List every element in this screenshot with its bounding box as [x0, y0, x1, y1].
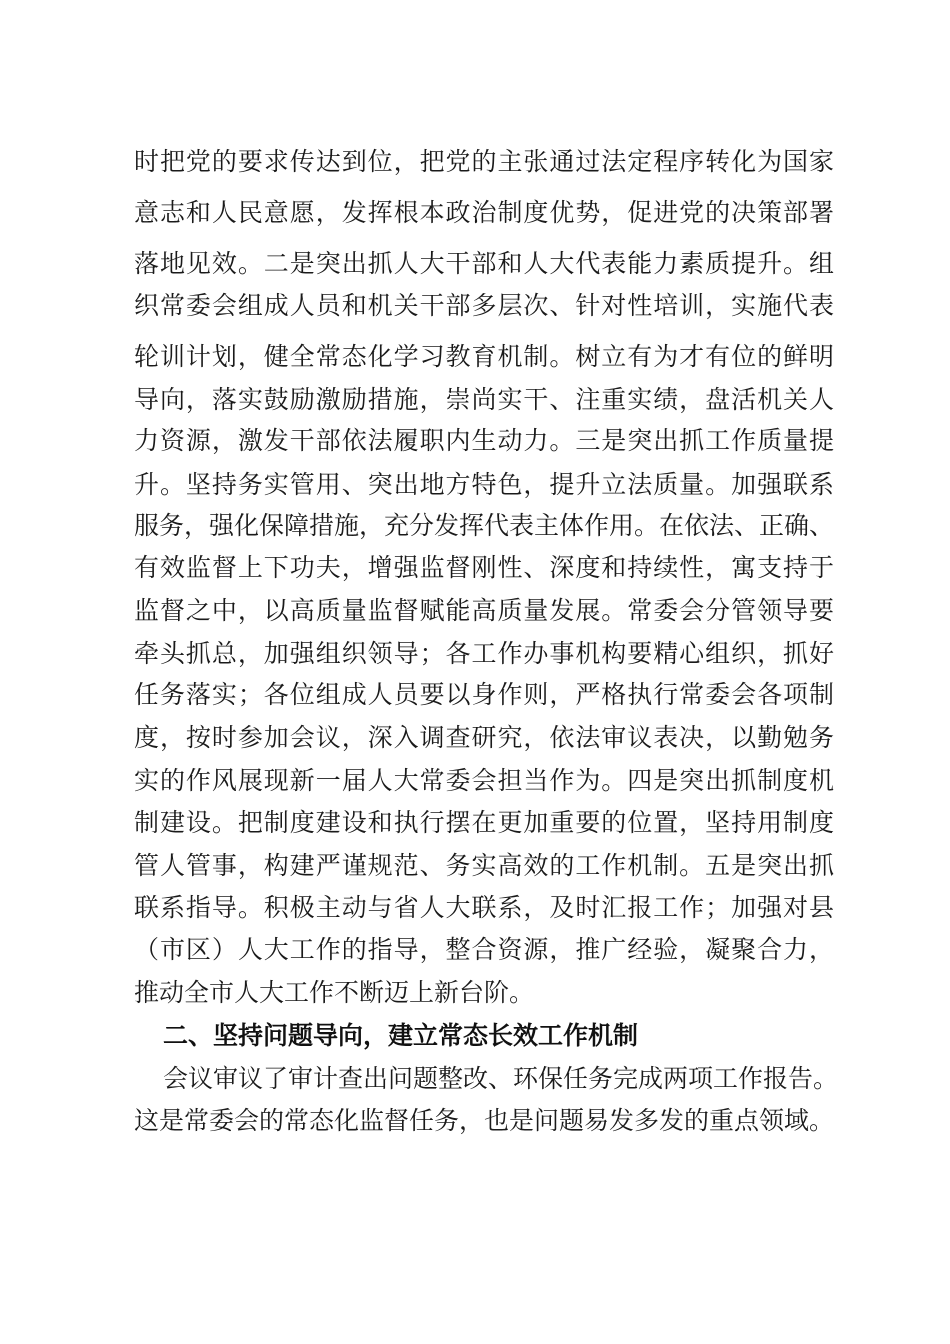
text-line: 任务落实；各位组成人员要以身作则，严格执行常委会各项制: [134, 680, 834, 709]
section-heading: 二、坚持问题导向，建立常态长效工作机制: [163, 1021, 639, 1050]
text-line: 联系指导。积极主动与省人大联系，及时汇报工作；加强对县: [134, 893, 834, 922]
text-line: 时把党的要求传达到位，把党的主张通过法定程序转化为国家: [134, 147, 834, 176]
text-line: 度，按时参加会议，深入调查研究，依法审议表决，以勤勉务: [134, 723, 834, 752]
text-line: （市区）人大工作的指导，整合资源，推广经验，凝聚合力，: [134, 935, 834, 964]
text-line: 织常委会组成人员和机关干部多层次、针对性培训，实施代表: [134, 291, 834, 320]
text-line: 实的作风展现新一届人大常委会担当作为。四是突出抓制度机: [134, 766, 834, 795]
text-line: 升。坚持务实管用、突出地方特色，提升立法质量。加强联系: [134, 470, 834, 499]
text-line: 有效监督上下功夫，增强监督刚性、深度和持续性，寓支持于: [134, 553, 834, 582]
text-line: 轮训计划，健全常态化学习教育机制。树立有为才有位的鲜明: [134, 342, 834, 371]
text-line: 制建设。把制度建设和执行摆在更加重要的位置，坚持用制度: [134, 808, 834, 837]
text-line: 落地见效。二是突出抓人大干部和人大代表能力素质提升。组: [134, 249, 834, 278]
text-line: 意志和人民意愿，发挥根本政治制度优势，促进党的决策部署: [134, 198, 834, 227]
text-line: 会议审议了审计查出问题整改、环保任务完成两项工作报告。: [163, 1064, 839, 1093]
text-line: 导向，落实鼓励激励措施，崇尚实干、注重实绩，盘活机关人: [134, 385, 834, 414]
text-line: 监督之中，以高质量监督赋能高质量发展。常委会分管领导要: [134, 596, 834, 625]
text-line: 管人管事，构建严谨规范、务实高效的工作机制。五是突出抓: [134, 851, 834, 880]
text-line: 推动全市人大工作不断迈上新台阶。: [134, 978, 535, 1007]
text-line: 力资源，激发干部依法履职内生动力。三是突出抓工作质量提: [134, 426, 834, 455]
text-line: 这是常委会的常态化监督任务，也是问题易发多发的重点领域。: [134, 1106, 835, 1135]
text-line: 牵头抓总，加强组织领导；各工作办事机构要精心组织，抓好: [134, 639, 834, 668]
text-line: 服务，强化保障措施，充分发挥代表主体作用。在依法、正确、: [134, 511, 835, 540]
